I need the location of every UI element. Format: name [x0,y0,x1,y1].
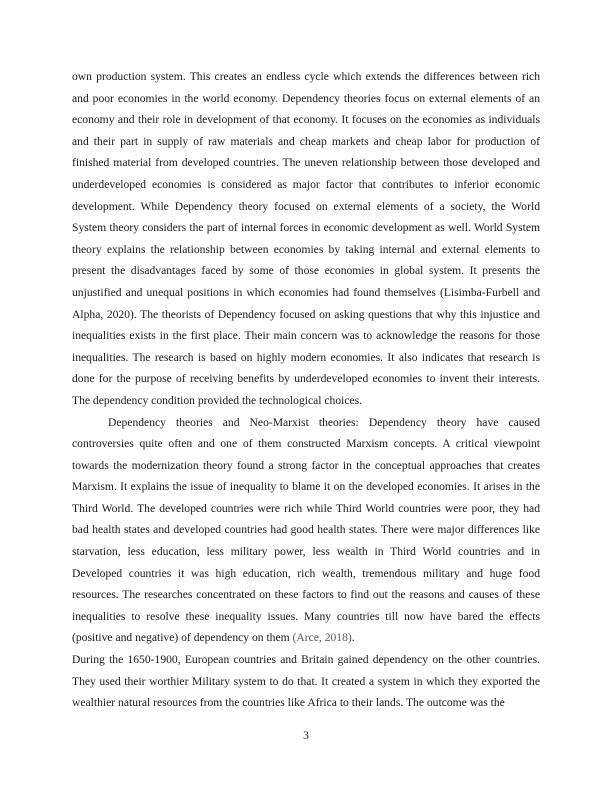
paragraph-neo-marxist [72,412,540,650]
paragraph-neo-marxist-text: Dependency theories and Neo-Marxist theories: Dependency theory have caused controversies quite often and one of them constructed Marxism concepts. A critical viewpoint towards the modernization theory found a strong factor in the conceptual approaches that creates Marxism. It explains the issue of inequality to blame it on the developed economies. It arises in the Third World. The developed countries were rich while Third World countries were poor, they had bad health states and developed countries had good health states. There were major differences like starvation, less education, less military power, less wealth in Third World countries and in Developed countries it was high education, rich wealth, tremendous military and huge food resources. The researches concentrated on these factors to find out the reasons and causes of these inequalities to resolve these inequality issues. Many countries till now have bared the effects (positive and negative) of dependency on them [72,415,540,645]
page-body [72,66,540,714]
citation-arce: (Arce, 2018) [292,631,352,645]
page-number: 3 [303,729,309,742]
paragraph-dependency-world-system: own production system. This creates an endless cycle which extends the differences between rich and poor economies in the world economy. Dependency theories focus on external elements of an economy and their role in development of that economy. It focuses on the economies as individuals and their part in supply of raw materials and cheap markets and cheap labor for production of finished material from developed countries. The uneven relationship between those developed and underdeveloped economies is considered as major factor that contributes to inferior economic development. While Dependency theory focused on external elements of a society, the World System theory considers the part of internal forces in economic development as well. World System theory explains the relationship between economies by taking internal and external elements to present the disadvantages faced by some of those economies in global system. It presents the unjustified and unequal positions in which economies had found themselves (Lisimba-Furbell and Alpha, 2020). The theorists of Dependency focused on asking questions that why this injustice and inequalities exists in the first place. Their main concern was to acknowledge the reasons for those inequalities. The research is based on highly modern economies. It also indicates that research is done for the purpose of receiving benefits by underdeveloped economies to invent their interests. The dependency condition provided the technological choices. [72,70,540,407]
paragraph-neo-marxist-end: . [351,631,355,645]
paragraph-colonial-history: During the 1650-1900, European countries and Britain gained dependency on the other countries. They used their worthier Military system to do that. It created a system in which they exported the wealthier natural resources from the countries like Africa to their lands. The outcome was the [72,653,540,710]
